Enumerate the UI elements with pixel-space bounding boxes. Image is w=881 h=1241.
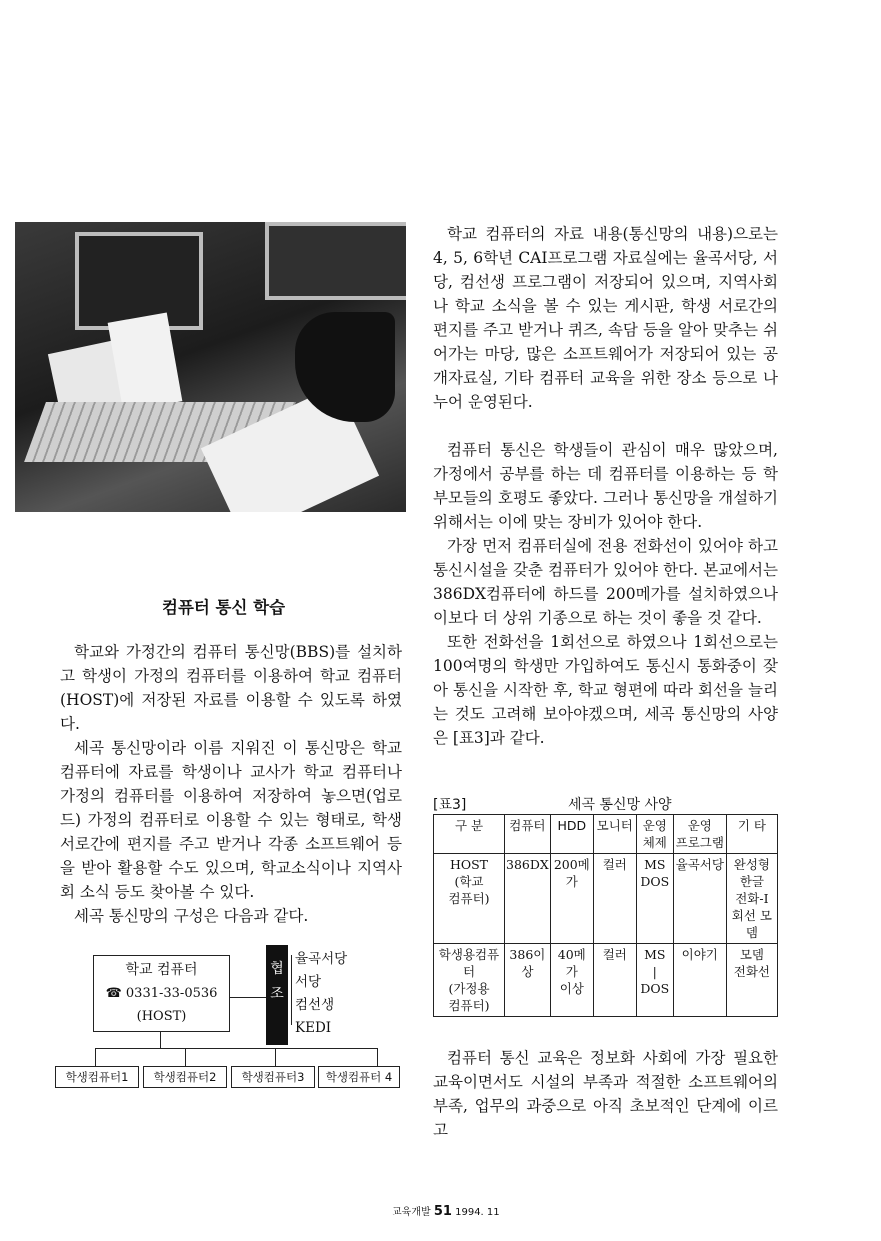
connector-line: [275, 1048, 276, 1066]
paragraph: 컴퓨터 통신 교육은 정보화 사회에 가장 필요한 교육이면서도 시설의 부족과 적절한 소프트웨어의 부족, 업무의 과중으로 아직 초보적인 단계에 이르고: [433, 1049, 778, 1139]
table-cell: 학생용컴퓨터 (가정용 컴퓨터): [434, 944, 505, 1017]
table-cell: [636, 944, 673, 1017]
school-computer-box: [93, 955, 230, 1032]
journal-name: 교육개발: [392, 1207, 431, 1218]
spec-table: [433, 814, 778, 1017]
student-computer-box: 학생컴퓨터3: [231, 1066, 315, 1088]
table-cell: 386DX: [505, 854, 551, 944]
paragraph: 세곡 통신망이라 이름 지워진 이 통신망은 학교컴퓨터에 자료를 학생이나 교사가 학교 컴퓨터나 가정의 컴퓨터를 이용하여 저장하여 놓으면(업로드) 가정의 컴퓨터로 이용할 수 있는 형태로, 학생 서로간에 편지를 주고 받거나 각종 소프트웨어 등을 받아 활용할 수도 있으며, 학교소식이나 지역사회 소식 등도 찾아볼 수 있다.: [60, 739, 402, 901]
section-heading: 컴퓨터 통신 학습: [162, 598, 286, 617]
os-part: DOS: [640, 874, 670, 889]
table-title: 세곡 통신망 사양: [568, 797, 672, 813]
left-column: [60, 640, 402, 928]
connector-line: [229, 997, 266, 998]
table-cell: 율곡서당: [673, 854, 726, 944]
school-computer-title: 학교 컴퓨터: [125, 962, 198, 978]
os-part: MS: [644, 857, 666, 872]
connector-line: [377, 1048, 378, 1066]
paragraph: 학교 컴퓨터의 자료 내용(통신망의 내용)으로는 4, 5, 6학년 CAI프로그램 자료실에는 율곡서당, 서당, 컴선생 프로그램이 저장되어 있으며, 지역사회나 학교 소식을 볼 수 있는 게시판, 학생 서로간의 편지를 주고 받거나 퀴즈, 속담 등을 알아 맞추는 쉬어가는 마당, 많은 소프트웨어가 저장되어 있는 공개자료실, 기타 컴퓨터 교육을 위한 장소 등으로 나누어 운영된다.: [433, 225, 778, 411]
spec-table-block: [433, 792, 778, 1017]
table-cell: 컬러: [593, 944, 636, 1017]
link-item: KEDI: [295, 1020, 332, 1036]
paragraph: 또한 전화선을 1회선으로 하였으나 1회선으로는 100여명의 학생만 가입하여도 통신시 통화중이 잦아 통신을 시작한 후, 학교 형편에 따라 회선을 늘리는 것도 고려해 보아야겠으며, 세곡 통신망의 사양은 [표3]과 같다.: [433, 633, 778, 747]
linked-programs: [295, 948, 347, 1040]
student-computer-box: 학생컴퓨터 4: [318, 1066, 400, 1088]
host-label: (HOST): [136, 1009, 187, 1024]
helper-char: 협: [270, 961, 284, 977]
classroom-photo: [15, 222, 406, 512]
page-footer: [392, 1203, 500, 1219]
connector-line: [95, 1048, 377, 1049]
paragraph: 가장 먼저 컴퓨터실에 전용 전화선이 있어야 하고 통신시설을 갖춘 컴퓨터가 있어야 한다. 본교에서는 386DX컴퓨터에 하드를 200메가를 설치하였으나 이보다 더 상위 기종으로 하는 것이 좋을 것 같다.: [433, 537, 778, 627]
helper-char: 조: [270, 986, 284, 1002]
issue-date: 1994. 11: [455, 1207, 500, 1218]
table-cell: 이야기: [673, 944, 726, 1017]
table-cell: [636, 854, 673, 944]
table-cell: HOST (학교 컴퓨터): [434, 854, 505, 944]
link-item: 서당: [295, 974, 322, 990]
os-part: DOS: [640, 981, 670, 996]
table-header-row: [434, 815, 778, 854]
student-computer-box: 학생컴퓨터2: [143, 1066, 227, 1088]
connector-line: [185, 1048, 186, 1066]
connector-line: [95, 1048, 96, 1066]
table-cell: 200메가: [550, 854, 593, 944]
table-cell: 모뎀 전화선: [726, 944, 777, 1017]
os-part: |: [652, 964, 657, 979]
table-header: 운영 프로그램: [673, 815, 726, 854]
link-item: 컴선생: [295, 997, 335, 1013]
connector-line: [291, 955, 292, 1025]
student-computer-box: 학생컴퓨터1: [55, 1066, 139, 1088]
table-header: 기 타: [726, 815, 777, 854]
table-cell: 완성형 한글 전화-Ⅰ 회선 모뎀: [726, 854, 777, 944]
table-row: [434, 854, 778, 944]
table-header: 구 분: [434, 815, 505, 854]
phone-number: ☎ 0331-33-0536: [105, 986, 218, 1001]
table-cell: 40메가 이상: [550, 944, 593, 1017]
table-header: HDD: [550, 815, 593, 854]
table-header: 운영 체제: [636, 815, 673, 854]
monitor-shape: [75, 232, 203, 330]
table-cell: 컬러: [593, 854, 636, 944]
table-label: [표3]: [433, 797, 467, 813]
right-column-bottom: [433, 1046, 778, 1142]
monitor-shape: [265, 222, 406, 300]
table-header: 모니터: [593, 815, 636, 854]
os-part: MS: [644, 947, 666, 962]
table-cell: 386이상: [505, 944, 551, 1017]
link-item: 율곡서당: [295, 951, 348, 967]
page-number: 51: [433, 1204, 452, 1219]
paragraph: 컴퓨터 통신은 학생들이 관심이 매우 많았으며, 가정에서 공부를 하는 데 컴퓨터를 이용하는 등 학부모들의 호평도 좋았다. 그러나 통신망을 개설하기 위해서는 이에 맞는 장비가 있어야 한다.: [433, 441, 778, 531]
paragraph: 학교와 가정간의 컴퓨터 통신망(BBS)를 설치하고 학생이 가정의 컴퓨터를 이용하여 학교 컴퓨터(HOST)에 저장된 자료를 이용할 수 있도록 하였다.: [60, 643, 402, 733]
table-header: 컴퓨터: [505, 815, 551, 854]
cooperation-block: [266, 945, 288, 1045]
connector-line: [160, 1031, 161, 1048]
paragraph: 세곡 통신망의 구성은 다음과 같다.: [74, 907, 309, 925]
network-diagram: [55, 940, 405, 1090]
table-row: [434, 944, 778, 1017]
right-column: [433, 222, 778, 750]
